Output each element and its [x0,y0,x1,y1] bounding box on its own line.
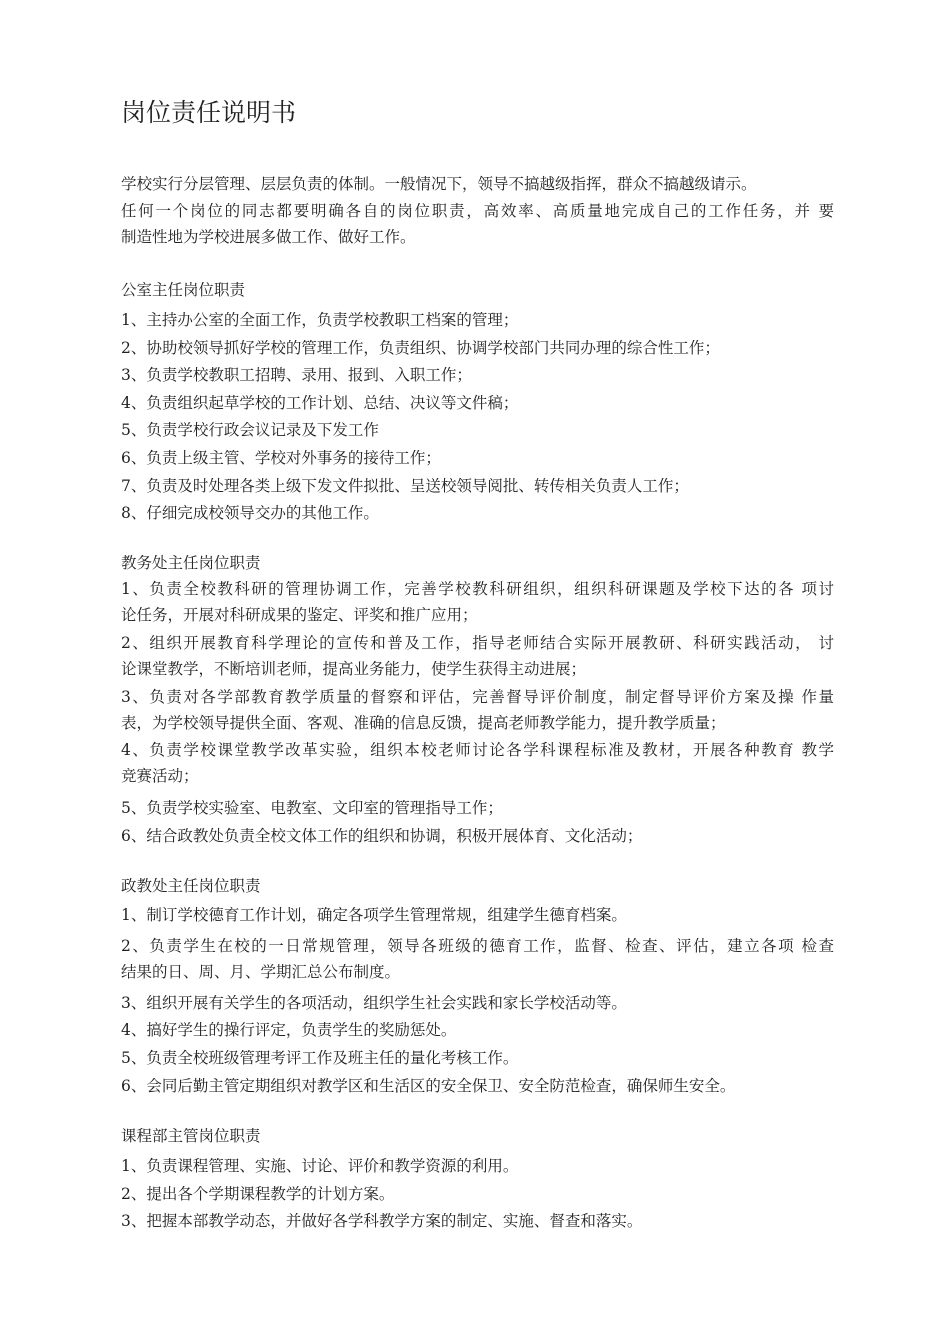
section-line: 3、负责对各学部教育教学质量的督察和评估，完善督导评价制度，制定督导评价方案及操 作量 [121,688,834,706]
section-line: 论任务，开展对科研成果的鉴定、评奖和推广应用； [121,606,478,624]
section-line: 1、负责全校教科研的管理协调工作，完善学校教科研组织，组织科研课题及学校下达的各 项讨 [121,580,834,598]
intro-line: 学校实行分层管理、层层负责的体制。一般情况下，领导不搞越级指挥，群众不搞越级请示。 [121,175,757,193]
section-line: 结果的日、周、月、学期汇总公布制度。 [121,963,401,981]
section-line: 竞赛活动； [121,767,199,785]
section-line: 2、提出各个学期课程教学的计划方案。 [121,1185,395,1203]
section-line: 5、负责学校行政会议记录及下发工作 [121,421,379,439]
section-line: 5、负责全校班级管理考评工作及班主任的量化考核工作。 [121,1049,519,1067]
section-line: 论课堂教学，不断培训老师，提高业务能力，使学生获得主动进展； [121,660,587,678]
section-line: 5、负责学校实验室、电教室、文印室的管理指导工作； [121,799,503,817]
intro-line: 制造性地为学校进展多做工作、做好工作。 [121,228,416,246]
section-heading: 公室主任岗位职责 [121,281,246,299]
section-heading: 课程部主管岗位职责 [121,1127,261,1145]
intro-line: 任何一个岗位的同志都要明确各自的岗位职责，高效率、高质量地完成自己的工作任务，并 要 [121,202,834,220]
section-line: 表，为学校领导提供全面、客观、准确的信息反馈，提高老师教学能力，提升教学质量； [121,714,726,732]
section-line: 4、搞好学生的操行评定，负责学生的奖励惩处。 [121,1021,457,1039]
section-line: 4、负责学校课堂教学改革实验，组织本校老师讨论各学科课程标准及教材，开展各种教育 教学 [121,741,834,759]
section-line: 8、仔细完成校领导交办的其他工作。 [121,504,379,522]
section-line: 7、负责及时处理各类上级下发文件拟批、呈送校领导阅批、转传相关负责人工作； [121,477,689,495]
section-line: 1、负责课程管理、实施、讨论、评价和教学资源的利用。 [121,1157,519,1175]
section-line: 6、会同后勤主管定期组织对教学区和生活区的安全保卫、安全防范检查，确保师生安全。 [121,1077,736,1095]
section-line: 3、负责学校教职工招聘、录用、报到、入职工作； [121,366,472,384]
section-heading: 教务处主任岗位职责 [121,554,261,572]
section-line: 2、协助校领导抓好学校的管理工作，负责组织、协调学校部门共同办理的综合性工作； [121,339,720,357]
document-title: 岗位责任说明书 [121,98,297,127]
section-line: 6、负责上级主管、学校对外事务的接待工作； [121,449,441,467]
section-line: 3、组织开展有关学生的各项活动，组织学生社会实践和家长学校活动等。 [121,994,627,1012]
section-line: 4、负责组织起草学校的工作计划、总结、决议等文件稿； [121,394,519,412]
section-line: 1、主持办公室的全面工作，负责学校教职工档案的管理； [121,311,519,329]
section-line: 2、组织开展教育科学理论的宣传和普及工作，指导老师结合实际开展教研、科研实践活动， 讨 [121,634,834,652]
section-line: 1、制订学校德育工作计划，确定各项学生管理常规，组建学生德育档案。 [121,906,627,924]
section-line: 6、结合政教处负责全校文体工作的组织和协调，积极开展体育、文化活动； [121,827,643,845]
section-heading: 政教处主任岗位职责 [121,877,261,895]
section-line: 2、负责学生在校的一日常规管理，领导各班级的德育工作，监督、检查、评估，建立各项 检查 [121,937,834,955]
section-line: 3、把握本部教学动态，并做好各学科教学方案的制定、实施、督查和落实。 [121,1212,643,1230]
